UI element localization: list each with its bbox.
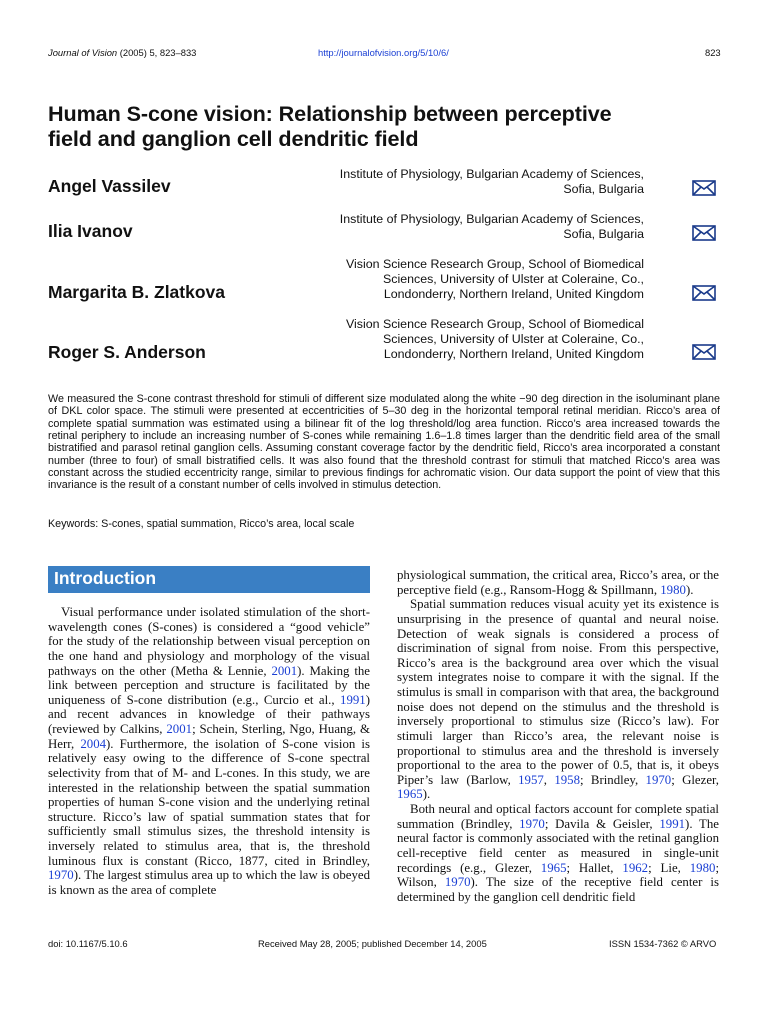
citation-link[interactable]: 1991	[659, 816, 686, 831]
citation-link[interactable]: 1970	[444, 875, 471, 890]
paper-title-line-2: field and ganglion cell dendritic field	[48, 126, 419, 151]
body-column-right	[397, 568, 719, 904]
abstract: We measured the S-cone contrast threshold for stimuli of different size modulated along the white −90 deg direction in the isoluminant plane of DKL color space. The stimuli were presented at eccentricities of 5–30 deg in the horizontal temporal retinal meridian. Ricco’s area of complete spatial summation was estimated using a bilinear fit of the log threshold/log area function. Ricco’s area increased towards the retinal periphery to include an increasing number of S-cones while remaining 1.6–1.8 times larger than the dendritic field area of the small bistratified and parasol retinal ganglion cells. Assuming constant coverage factor by the dendritic field, Ricco’s area incorporated a constant number (three to four) of small bistratified cells. It was also found that the threshold contrast for stimuli that matched Ricco’s area was constant across the studied eccentricity range, similar to previous findings for achromatic vision. Our data support the point of view that this invariance is the result of a constant number of cells involved in stimulus detection.	[48, 393, 720, 492]
running-header-url[interactable]: http://journalofvision.org/5/10/6/	[318, 47, 449, 58]
envelope-icon[interactable]	[692, 180, 716, 196]
citation-link[interactable]: 1970	[645, 772, 672, 787]
body-column-left	[48, 605, 370, 898]
running-header-citation: Journal of Vision (2005) 5, 823–833	[48, 47, 197, 58]
author-name: Ilia Ivanov	[48, 221, 133, 241]
author-affiliation: Vision Science Research Group, School of Biomedical Sciences, University of Ulster at Coleraine, Co., Londonderry, Northern Ireland, United Kingdom	[346, 317, 644, 362]
paper-title	[48, 101, 728, 151]
envelope-icon[interactable]	[692, 285, 716, 301]
citation-link[interactable]: 1980	[660, 582, 686, 597]
author-affiliation: Institute of Physiology, Bulgarian Academy of Sciences, Sofia, Bulgaria	[339, 212, 644, 242]
section-heading-label: Introduction	[54, 568, 157, 588]
author-name: Margarita B. Zlatkova	[48, 282, 225, 302]
paragraph: Visual performance under isolated stimulation of the short-wavelength cones (S-cones) is considered a “good vehicle” for the study of the relationship between visual perception on the one hand and physiology and morphology of the visual pathways on the other (Metha & Lennie, 2001). Making the link between perception and structure is facilitated by the uniqueness of S-cone distribution (e.g., Curcio et al., 1991) and recent advances in knowledge of their pathways (reviewed by Calkins, 2001; Schein, Sterling, Ngo, Huang, & Herr, 2004). Furthermore, the isolation of S-cone vision is relatively easy owing to the difference of S-cone spectral selectivity from that of M- and L-cones. In this study, we are interested in the relationship between the spatial summation properties of human S-cone vision and the underlying retinal structure. Ricco’s law of spatial summation states that for sufficiently small stimulus sizes, the threshold intensity is inversely related to stimulus area, that is, the threshold luminous flux is constant (Ricco, 1877, cited in Brindley, 1970). The largest stimulus area up to which the law is obeyed is known as the area of complete	[48, 605, 371, 897]
paragraph: Spatial summation reduces visual acuity yet its existence is unsurprising in the presence of quantal and neural noise. Detection of weak signals is considered a process of discrimination of signal from noise. From this perspective, Ricco’s area is the background area over which the visual system integrates noise to compare it with the signal. If the stimulus is small in comparison with that area, the background noise does not depend on the stimulus and the threshold is inversely proportional to stimulus size (Ricco’s law). For stimuli larger than Ricco’s area, the relevant noise is proportional to stimulus area and the threshold is inversely proportional to the area to the power of 0.5, that is, it obeys Piper’s law (Barlow, 1957, 1958; Brindley, 1970; Glezer, 1965).	[397, 597, 719, 802]
paragraph: Both neural and optical factors account for complete spatial summation (Brindley, 1970; Davila & Geisler, 1991). The neural factor is commonly associated with the retinal ganglion cell-receptive field center as measured in single-unit recordings (e.g., Glezer, 1965; Hallet, 1962; Lie, 1980; Wilson, 1970). The size of the receptive field center is determined by the ganglion cell dendritic field	[397, 802, 720, 904]
citation-link[interactable]: 1957	[518, 772, 544, 787]
footer-issn: ISSN 1534-7362 © ARVO	[609, 938, 717, 949]
citation-link[interactable]: 1970	[48, 868, 74, 883]
citation-link[interactable]: 1965	[540, 860, 567, 875]
author-affiliation: Institute of Physiology, Bulgarian Academy of Sciences, Sofia, Bulgaria	[339, 167, 644, 197]
citation-link[interactable]: 1970	[519, 816, 545, 831]
author-affiliation: Vision Science Research Group, School of Biomedical Sciences, University of Ulster at Coleraine, Co., Londonderry, Northern Ireland, United Kingdom	[346, 257, 644, 302]
citation-link[interactable]: 1962	[622, 860, 649, 875]
citation-link[interactable]: 1991	[340, 692, 366, 707]
citation-link[interactable]: 1958	[554, 772, 580, 787]
footer-doi: doi: 10.1167/5.10.6	[48, 938, 128, 949]
paragraph: physiological summation, the critical area, Ricco’s area, or the perceptive field (e.g., Ransom-Hogg & Spillmann, 1980).	[397, 568, 719, 597]
author-name: Angel Vassilev	[48, 176, 171, 196]
citation-link[interactable]: 1980	[689, 860, 716, 875]
citation-link[interactable]: 2001	[271, 663, 298, 678]
envelope-icon[interactable]	[692, 225, 716, 241]
envelope-icon[interactable]	[692, 344, 716, 360]
author-name: Roger S. Anderson	[48, 342, 206, 362]
paper-title-line-1: Human S-cone vision: Relationship between perceptive	[48, 101, 612, 126]
citation-link[interactable]: 2004	[80, 736, 107, 751]
footer-received: Received May 28, 2005; published December 14, 2005	[258, 938, 487, 949]
page-number: 823	[705, 47, 721, 58]
citation-link[interactable]: 2001	[166, 722, 193, 736]
section-heading-introduction	[48, 566, 370, 593]
citation-link[interactable]: 1965	[397, 787, 423, 802]
keywords: Keywords: S-cones, spatial summation, Ricco’s area, local scale	[48, 518, 355, 530]
